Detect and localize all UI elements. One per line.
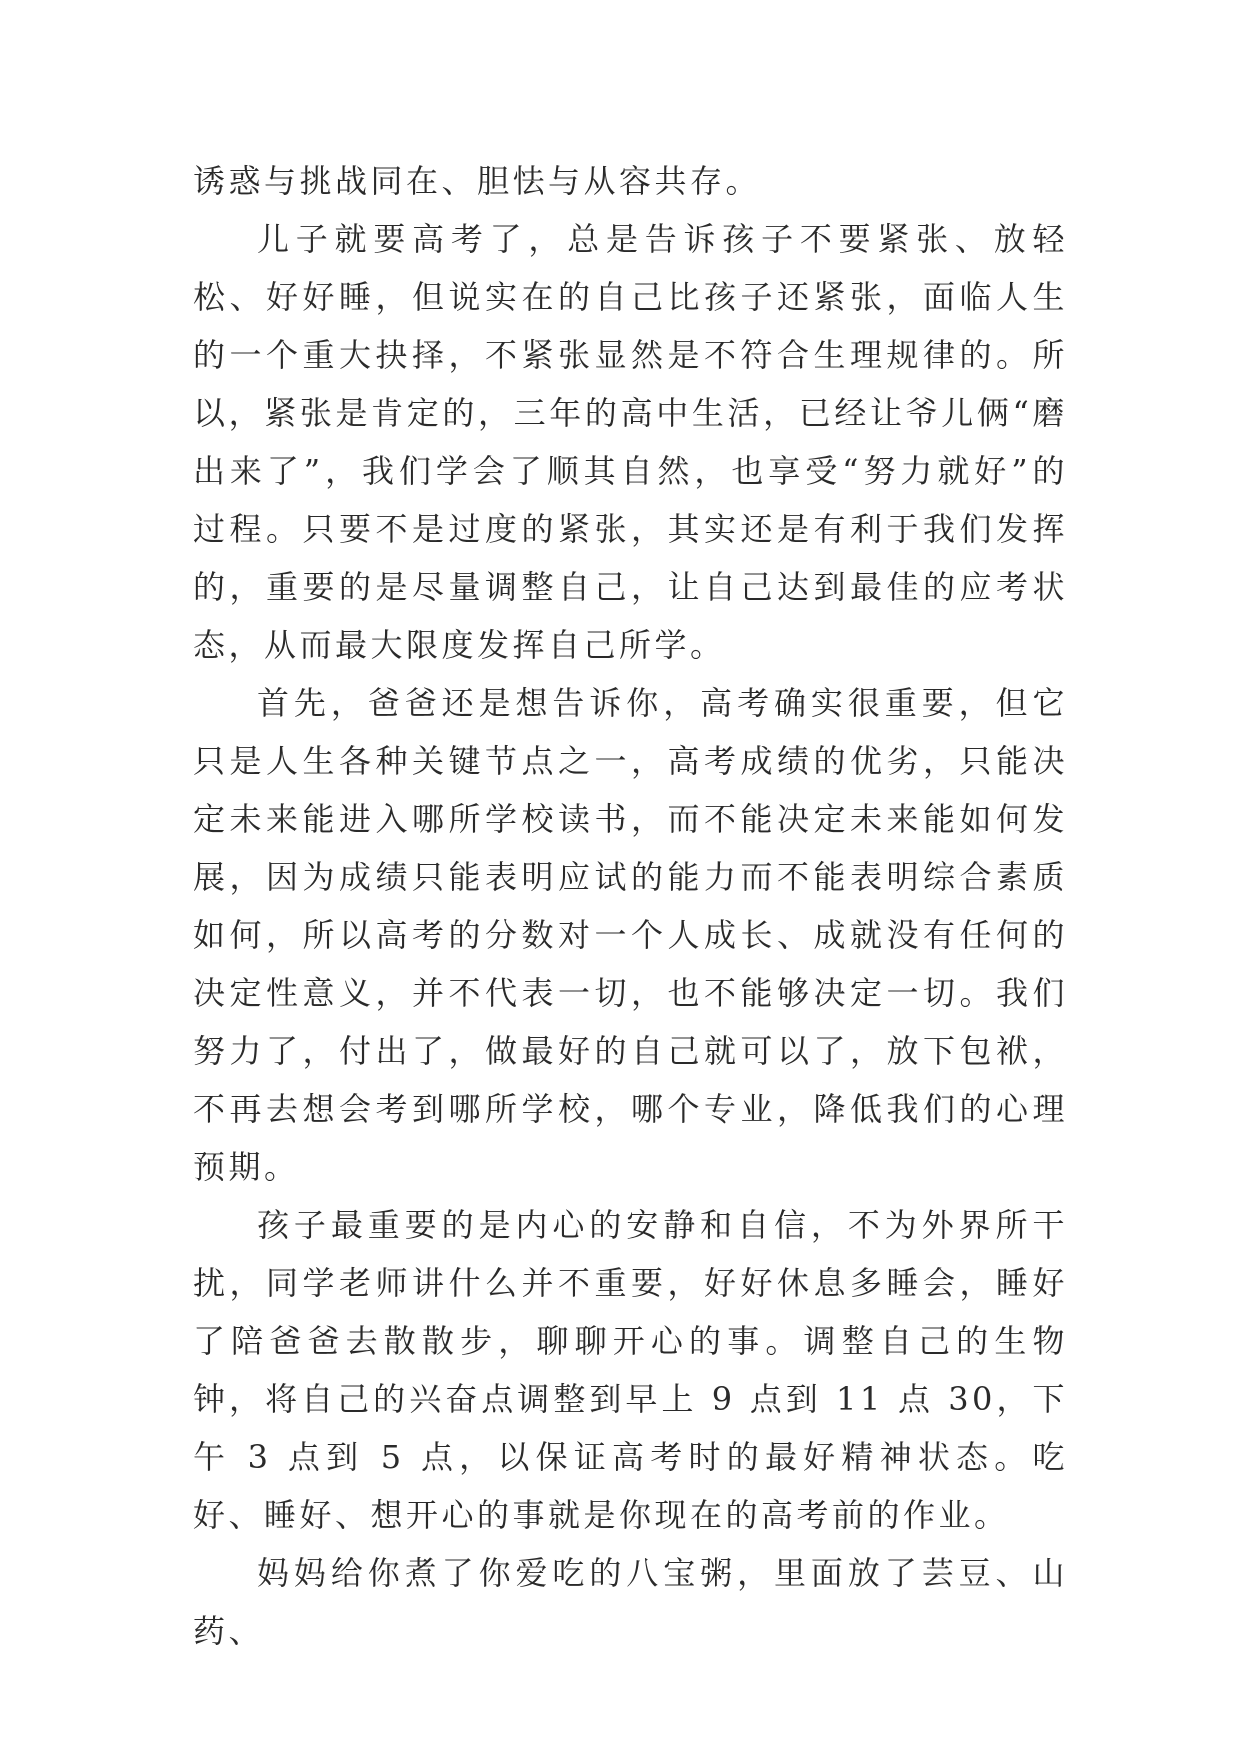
paragraph-rest-routine: 孩子最重要的是内心的安静和自信，不为外界所干扰，同学老师讲什么并不重要，好好休息多睡会，睡好了陪爸爸去散散步，聊聊开心的事。调整自己的生物钟，将自己的兴奋点调整到早上 9 点到 11 点 30，下午 3 点到 5 点，以保证高考时的最好精神状态。吃好、睡好、想开心的事就是你现在的高考前的作业。 (193, 1206, 1068, 1534)
paragraph-exam-anxiety: 儿子就要高考了，总是告诉孩子不要紧张、放轻松、好好睡，但说实在的自己比孩子还紧张，面临人生的一个重大抉择，不紧张显然是不符合生理规律的。所以，紧张是肯定的，三年的高中生活，已经让爷儿俩“磨出来了”，我们学会了顺其自然，也享受“努力就好”的过程。只要不是过度的紧张，其实还是有利于我们发挥的，重要的是尽量调整自己，让自己达到最佳的应考状态，从而最大限度发挥自己所学。 (193, 220, 1068, 664)
paragraph-continuation: 诱惑与挑战同在、胆怯与从容共存。 (193, 162, 762, 200)
paragraph-father-advice: 首先，爸爸还是想告诉你，高考确实很重要，但它只是人生各种关键节点之一，高考成绩的优劣，只能决定未来能进入哪所学校读书，而不能决定未来能如何发展，因为成绩只能表明应试的能力而不能表明综合素质如何，所以高考的分数对一个人成长、成就没有任何的决定性意义，并不代表一切，也不能够决定一切。我们努力了，付出了，做最好的自己就可以了，放下包袱，不再去想会考到哪所学校，哪个专业，降低我们的心理预期。 (193, 684, 1068, 1186)
paragraph-mother-porridge: 妈妈给你煮了你爱吃的八宝粥，里面放了芸豆、山药、 (193, 1554, 1068, 1650)
document-body (193, 152, 1068, 1660)
